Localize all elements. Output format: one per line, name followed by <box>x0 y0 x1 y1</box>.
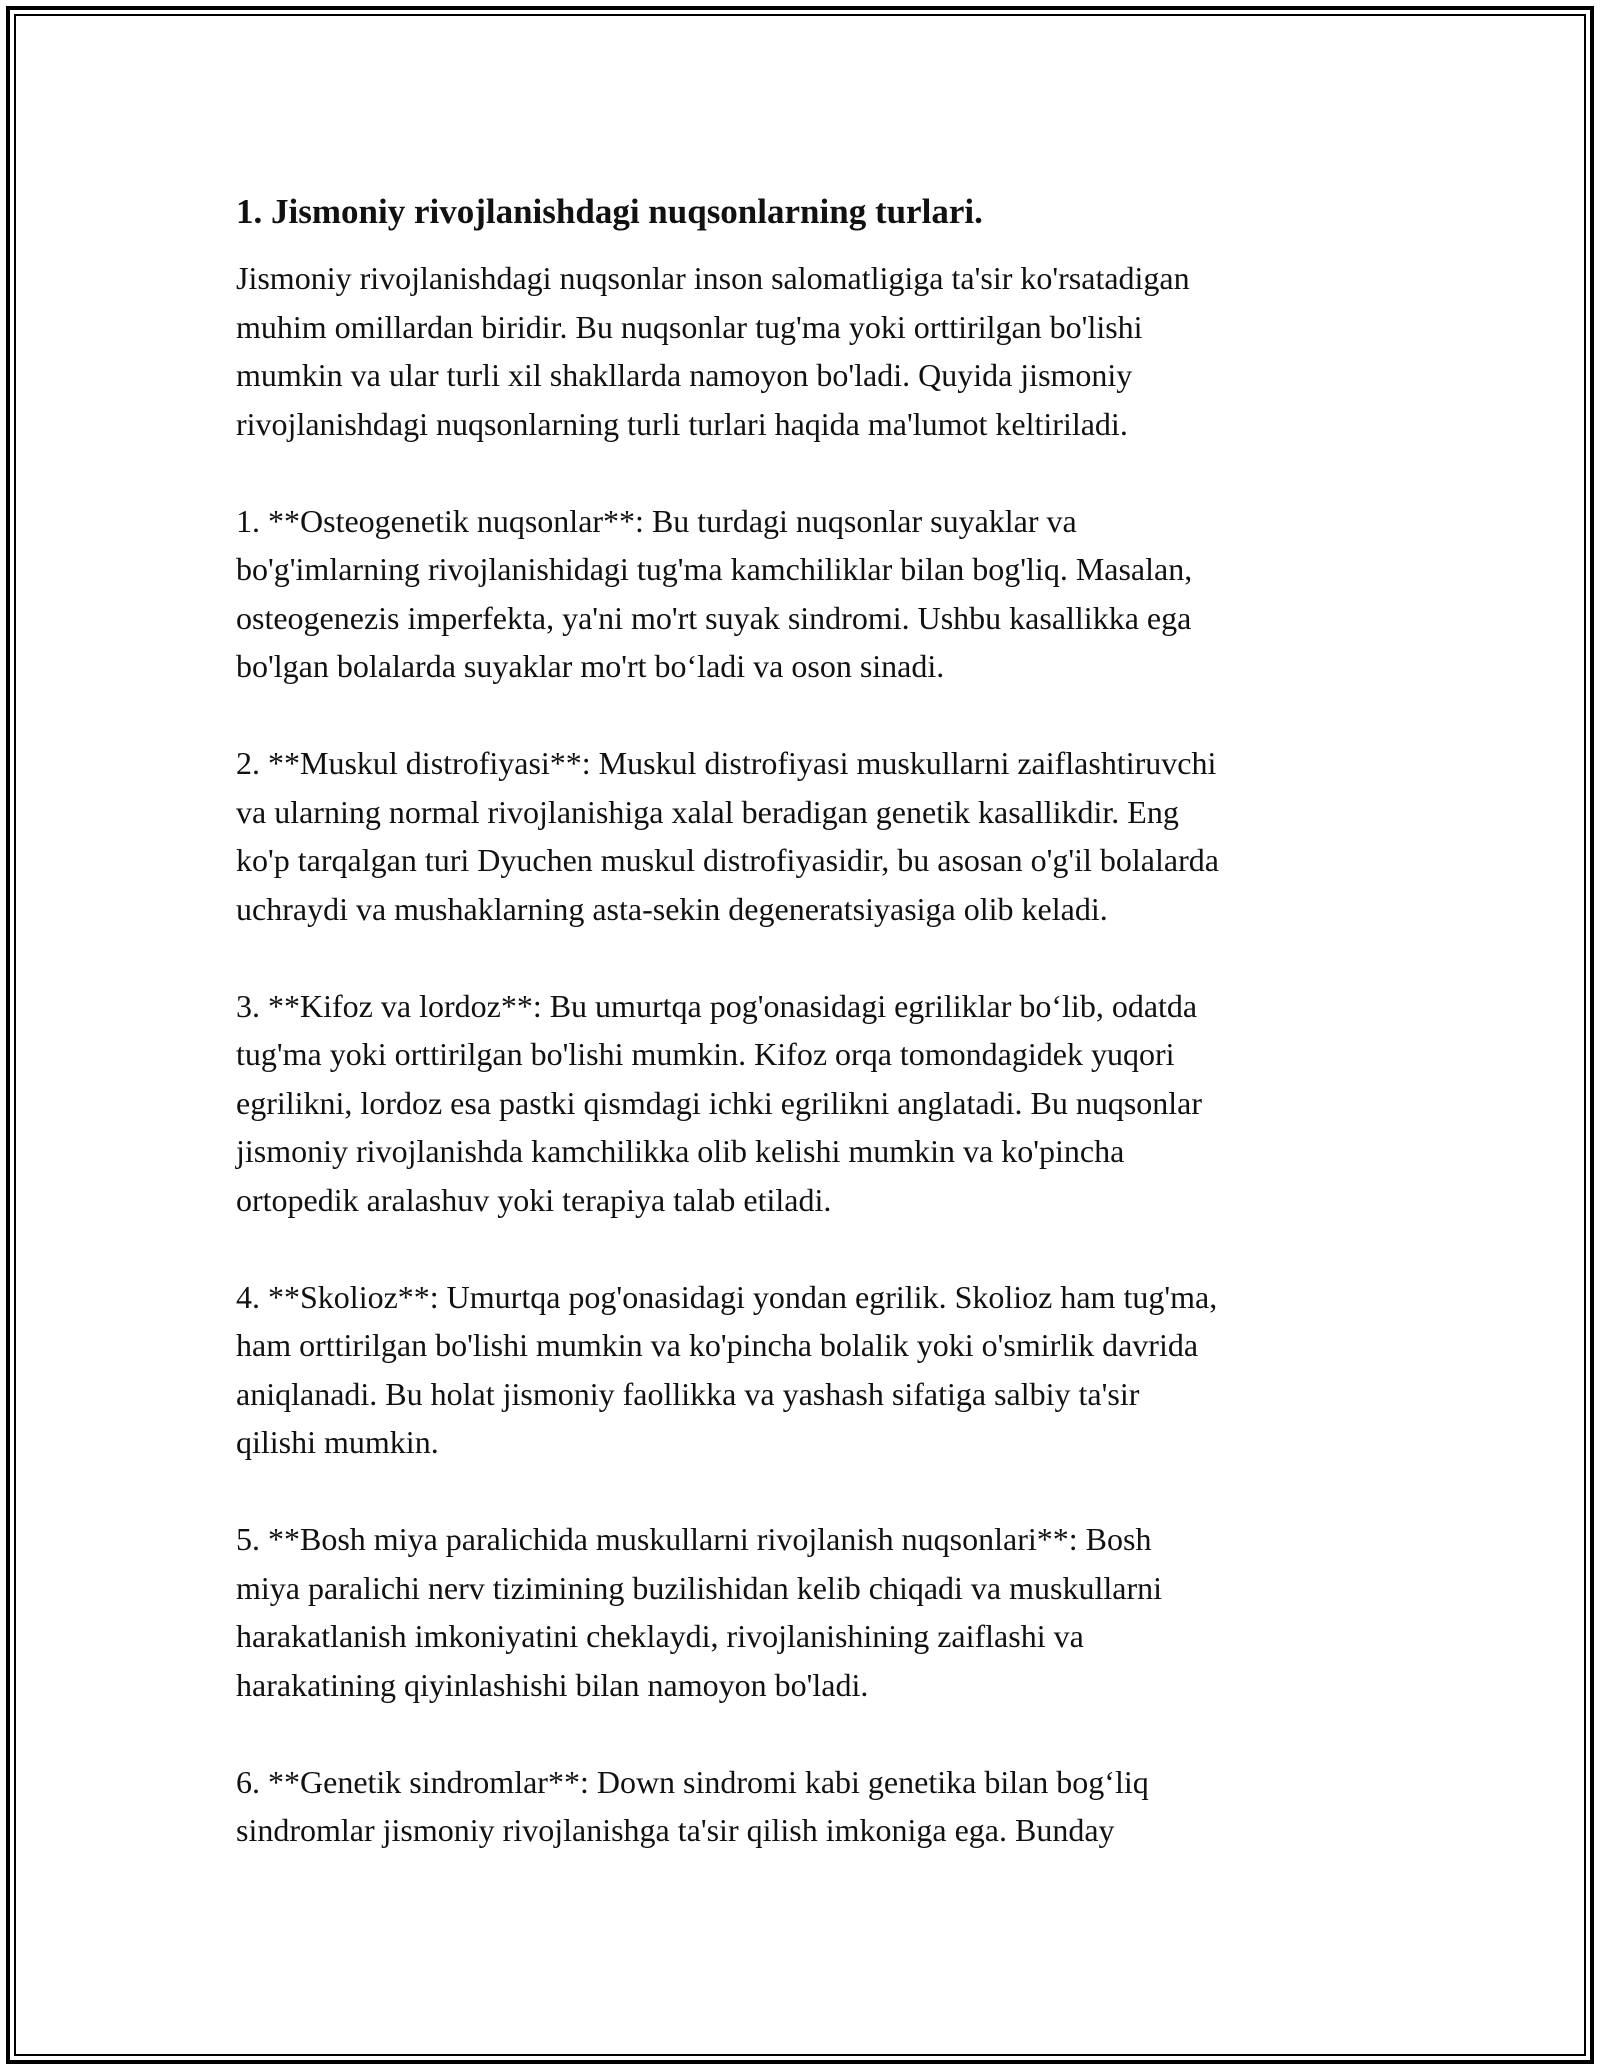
text-line: rivojlanishdagi nuqsonlarning turli turlari haqida ma'lumot keltiriladi. <box>236 405 1128 442</box>
document-heading: 1. Jismoniy rivojlanishdagi nuqsonlarning turlari. <box>236 192 983 231</box>
text-line: muhim omillardan biridir. Bu nuqsonlar tug'ma yoki orttirilgan bo'lishi <box>236 308 1143 345</box>
text-line: bo'g'imlarning rivojlanishidagi tug'ma kamchiliklar bilan bog'liq. Masalan, <box>236 551 1193 587</box>
text-line: harakatining qiyinlashishi bilan namoyon bo'ladi. <box>236 1666 869 1703</box>
text-line: mumkin va ular turli xil shakllarda namoyon bo'ladi. Quyida jismoniy <box>236 357 1133 393</box>
list-item-bosh-miya-paralichi <box>236 1515 1386 1709</box>
list-item-skolioz <box>236 1273 1386 1467</box>
text-line: jismoniy rivojlanishda kamchilikka olib kelishi mumkin va ko'pincha <box>236 1133 1125 1169</box>
text-line: 4. **Skolioz**: Umurtqa pog'onasidagi yondan egrilik. Skolioz ham tug'ma, <box>236 1278 1218 1315</box>
list-item-muskul-distrofiyasi <box>236 739 1386 933</box>
list-item-genetik-sindromlar <box>236 1758 1386 1855</box>
text-line: ko'p tarqalgan turi Dyuchen muskul distrofiyasidir, bu asosan o'g'il bolalarda <box>236 842 1219 878</box>
intro-paragraph <box>236 254 1386 448</box>
text-line: egrilikni, lordoz esa pastki qismdagi ichki egrilikni anglatadi. Bu nuqsonlar <box>236 1084 1203 1121</box>
text-line: Jismoniy rivojlanishdagi nuqsonlar inson salomatligiga ta'sir ko'rsatadigan <box>236 260 1190 296</box>
text-line: tug'ma yoki orttirilgan bo'lishi mumkin. Kifoz orqa tomondagidek yuqori <box>236 1036 1175 1072</box>
text-line: ham orttirilgan bo'lishi mumkin va ko'pincha bolalik yoki o'smirlik davrida <box>236 1327 1199 1363</box>
text-line: bo'lgan bolalarda suyaklar mo'rt bo‘ladi va oson sinadi. <box>236 648 945 684</box>
text-line: osteogenezis imperfekta, ya'ni mo'rt suyak sindromi. Ushbu kasallikka ega <box>236 599 1192 636</box>
text-line: uchraydi va mushaklarning asta-sekin degeneratsiyasiga olib keladi. <box>236 890 1108 927</box>
list-item-kifoz-lordoz <box>236 982 1386 1225</box>
text-line: qilishi mumkin. <box>236 1424 439 1460</box>
text-line: 1. **Osteogenetik nuqsonlar**: Bu turdagi nuqsonlar suyaklar va <box>236 502 1077 539</box>
text-line: sindromlar jismoniy rivojlanishga ta'sir qilish imkoniga ega. Bunday <box>236 1812 1115 1848</box>
text-line: harakatlanish imkoniyatini cheklaydi, rivojlanishining zaiflashi va <box>236 1618 1084 1654</box>
text-line: 3. **Kifoz va lordoz**: Bu umurtqa pog'onasidagi egriliklar bo‘lib, odatda <box>236 987 1198 1024</box>
text-line: aniqlanadi. Bu holat jismoniy faollikka va yashash sifatiga salbiy ta'sir <box>236 1375 1140 1412</box>
text-line: miya paralichi nerv tizimining buzilishidan kelib chiqadi va muskullarni <box>236 1569 1162 1606</box>
text-line: 5. **Bosh miya paralichida muskullarni rivojlanish nuqsonlari**: Bosh <box>236 1521 1152 1557</box>
text-line: ortopedik aralashuv yoki terapiya talab etiladi. <box>236 1181 832 1218</box>
text-line: 6. **Genetik sindromlar**: Down sindromi kabi genetika bilan bog‘liq <box>236 1763 1149 1800</box>
text-line: va ularning normal rivojlanishiga xalal beradigan genetik kasallikdir. Eng <box>236 793 1179 830</box>
document-body <box>236 188 1386 1903</box>
list-item-osteogenetik <box>236 497 1386 691</box>
text-line: 2. **Muskul distrofiyasi**: Muskul distrofiyasi muskullarni zaiflashtiruvchi <box>236 745 1217 781</box>
